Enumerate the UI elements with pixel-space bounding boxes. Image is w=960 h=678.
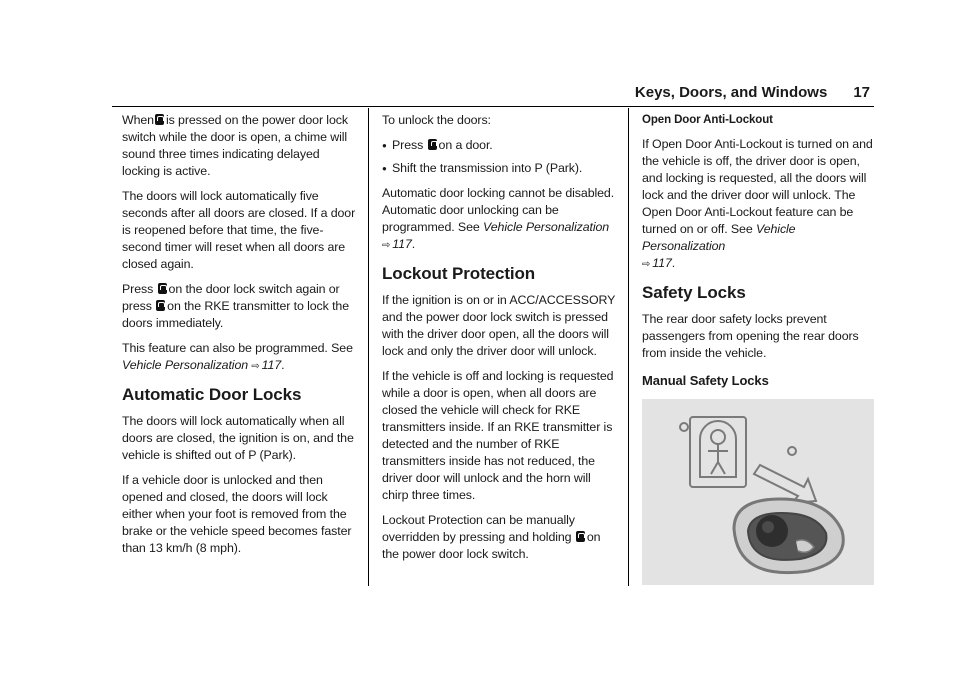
lock-icon — [156, 300, 165, 311]
page-number: 17 — [853, 84, 870, 101]
list-item: ● Press on a door. — [382, 137, 618, 154]
lock-icon — [158, 283, 167, 294]
paragraph: The doors will lock automatically when all doors are closed, the ignition is on, and the vehicle is shifted out of P (Park). — [122, 414, 354, 462]
column-2 — [382, 112, 618, 571]
child-lock-diagram — [642, 399, 874, 585]
list-item: ● Shift the transmission into P (Park). — [382, 160, 618, 177]
cross-reference-link[interactable]: Vehicle Personalization — [642, 222, 796, 253]
subsection-heading: Manual Safety Locks — [642, 373, 769, 388]
cross-reference-link[interactable]: Vehicle Personalization — [122, 358, 249, 372]
paragraph: The rear door safety locks prevent passengers from opening the rear doors from inside the vehicle. — [642, 312, 859, 360]
paragraph: If the ignition is on or in ACC/ACCESSORY and the power door lock switch is pressed with the driver door open, all the doors will lock and only the driver door will unlock. — [382, 293, 616, 358]
safety-lock-illustration — [642, 399, 874, 585]
column-3 — [642, 112, 882, 585]
paragraph: To unlock the doors: — [382, 113, 491, 127]
bullet-list — [382, 137, 618, 177]
subheading: Open Door Anti-Lockout — [642, 114, 773, 126]
column-divider-2 — [628, 108, 629, 586]
paragraph: If a vehicle door is unlocked and then opened and closed, the doors will lock either when your foot is removed from the brake or the vehicle speed becomes faster than 13 km/h (8 mph). — [122, 473, 352, 555]
section-heading: Lockout Protection — [382, 264, 536, 283]
cross-reference-link[interactable]: Vehicle Personalization — [483, 220, 610, 234]
section-title: Keys, Doors, and Windows — [634, 84, 828, 101]
paragraph: If the vehicle is off and locking is requested while a door is open, when all doors are closed the vehicle will check for RKE transmitters inside. If an RKE transmitter is detected and the number of RKE transmitters inside has not reduced, the driver door will unlock and the horn will chirp three times. — [382, 369, 614, 502]
page-header — [635, 84, 870, 101]
section-heading: Automatic Door Locks — [122, 385, 302, 404]
lock-icon — [576, 531, 585, 542]
page-reference[interactable]: 117 — [652, 256, 672, 270]
header-rule — [112, 106, 874, 107]
paragraph: This feature can also be programmed. See Vehicle Personalization ⇨ 117. — [122, 341, 353, 372]
page-reference[interactable]: 117 — [261, 358, 282, 372]
column-divider-1 — [368, 108, 369, 586]
paragraph: The doors will lock automatically five seconds after all doors are closed. If a door is reopened before that time, the five-second timer will reset when all doors are closed again. — [122, 189, 356, 271]
page-ref-arrow-icon: ⇨ — [251, 361, 260, 372]
page-reference[interactable]: 117 — [392, 237, 412, 251]
paragraph: Lockout Protection can be manually overridden by pressing and holding on the power door lock switch. — [382, 513, 601, 561]
page-ref-arrow-icon: ⇨ — [382, 240, 391, 251]
lock-icon — [155, 114, 164, 125]
paragraph: Press on the door lock switch again or press on the RKE transmitter to lock the doors immediately. — [122, 282, 350, 330]
paragraph: Automatic door locking cannot be disabled. Automatic door unlocking can be programmed. See Vehicle Personalization ⇨ 117. — [382, 186, 615, 251]
column-1 — [122, 112, 358, 565]
paragraph: If Open Door Anti-Lockout is turned on and the vehicle is off, the driver door is open, and locking is requested, all the doors will lock and the driver door will unlock. The Open Door Anti-Lockout feature can be turned on or off. See Vehicle Personalization ⇨ 117. — [642, 137, 873, 270]
page-ref-arrow-icon: ⇨ — [642, 259, 651, 270]
paragraph: When is pressed on the power door lock switch while the door is open, a chime will sound three times indicating delayed locking is active. — [122, 113, 348, 178]
lock-lever-icon — [734, 499, 843, 573]
section-heading: Safety Locks — [642, 283, 746, 302]
unlock-icon — [428, 139, 437, 150]
